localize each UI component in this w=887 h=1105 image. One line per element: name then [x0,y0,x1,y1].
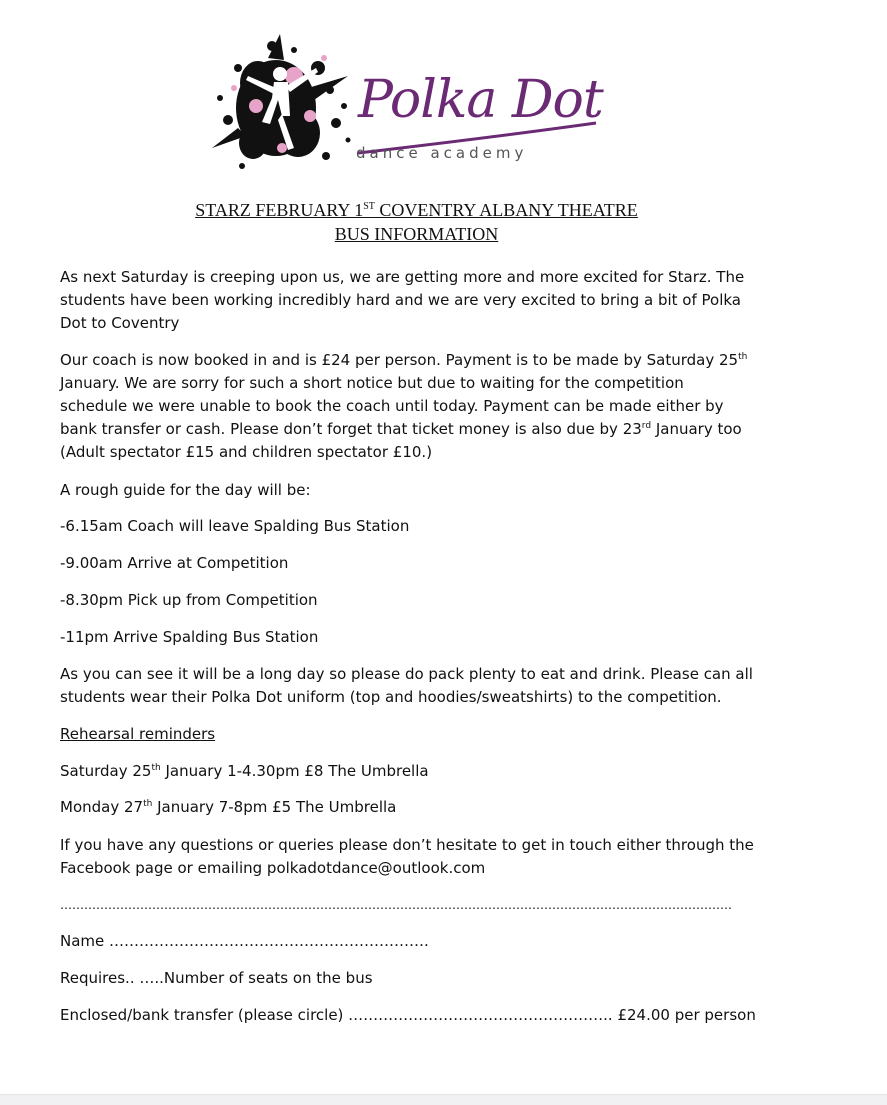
rehearsal-item-2-suffix: January 7-8pm £5 The Umbrella [152,798,397,816]
coach-line: January. We are sorry for such a short notice but due to waiting for the competition [60,374,684,392]
cut-line-divider: …………………………………………………………………………………………………………………………………………………… [60,898,732,912]
heading-line-1-sup: ST [363,201,375,212]
polka-dot-logo [198,28,632,178]
guide-intro: A rough guide for the day will be: [60,481,311,499]
intro-line: Dot to Coventry [60,314,180,332]
intro-paragraph [60,266,790,335]
intro-line: students have been working incredibly hard and we are very excited to bring a bit of Polka [60,291,741,309]
guide-item: -11pm Arrive Spalding Bus Station [60,628,319,646]
heading-line-1-suffix: COVENTRY ALBANY THEATRE [374,200,638,220]
coach-line-4-sup: rd [641,421,652,431]
coach-paragraph [60,349,790,464]
coach-line: schedule we were unable to book the coach until today. Payment can be made either by [60,397,724,415]
rehearsal-item-2-text: Monday 27 [60,798,144,816]
pack-line: As you can see it will be a long day so please do pack plenty to eat and drink. Please can all [60,665,753,683]
logo-wordmark: Polka Dot [358,70,603,130]
heading-line-1 [195,200,637,220]
seats-field-line: Requires.. …..Number of seats on the bus [60,969,373,987]
document-heading [0,195,833,246]
rehearsal-item [60,796,790,819]
guide-item: -9.00am Arrive at Competition [60,554,289,572]
contact-paragraph [60,834,790,880]
heading-line-2: BUS INFORMATION [334,224,499,244]
guide-item: -6.15am Coach will leave Spalding Bus Station [60,517,410,535]
intro-line: As next Saturday is creeping upon us, we are getting more and more excited for Starz. The [60,268,745,286]
rehearsal-item [60,760,790,783]
payment-field-line: Enclosed/bank transfer (please circle) …………………………………………….. £24.00 per person [60,1006,756,1024]
pack-paragraph [60,663,790,709]
rehearsal-item-1-suffix: January 1-4.30pm £8 The Umbrella [160,762,429,780]
rehearsal-item-1-sup: th [151,763,161,773]
coach-line [60,349,790,372]
heading-line-1-prefix: STARZ FEBRUARY 1 [195,200,364,220]
pack-line: students wear their Polka Dot uniform (top and hoodies/sweatshirts) to the competition. [60,688,722,706]
coach-line-4-text: bank transfer or cash. Please don’t forget that ticket money is also due by 23 [60,420,642,438]
logo-subtitle: dance academy [356,144,528,162]
contact-line: Facebook page or emailing polkadotdance@outlook.com [60,859,486,877]
rehearsal-item-2-sup: th [143,799,153,809]
guide-item: -8.30pm Pick up from Competition [60,591,318,609]
page-bottom-edge [0,1094,887,1105]
coach-line-4-suffix: January too [651,420,742,438]
coach-line-1-text: Our coach is now booked in and is £24 per person. Payment is to be made by Saturday 25 [60,351,739,369]
rehearsal-item-1-text: Saturday 25 [60,762,152,780]
contact-line: If you have any questions or queries please don’t hesitate to get in touch either through the [60,836,754,854]
name-field-line: Name ………………………………………………………. [60,932,429,950]
rehearsal-title: Rehearsal reminders [60,725,216,743]
coach-line: (Adult spectator £15 and children spectator £10.) [60,443,433,461]
coach-line-1-sup: th [738,352,748,362]
coach-line [60,418,790,441]
